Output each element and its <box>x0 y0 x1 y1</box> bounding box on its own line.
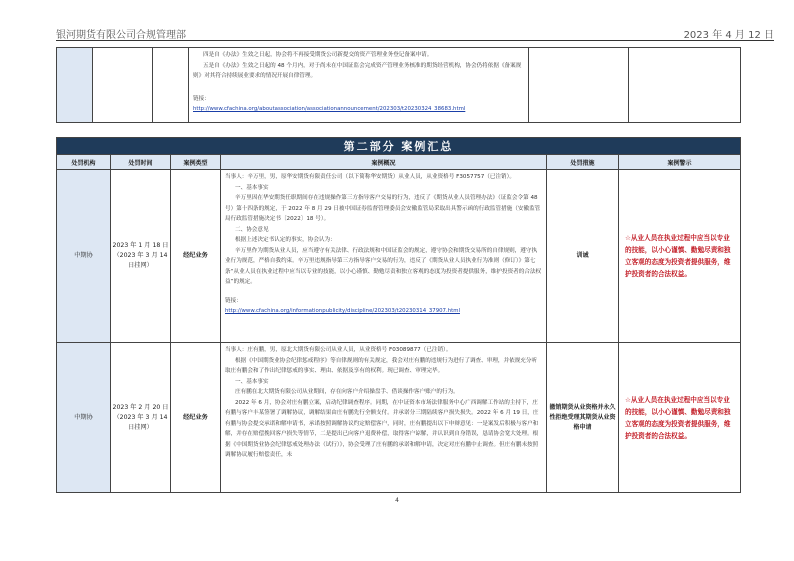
case-table <box>56 137 741 493</box>
star-icon: ☆ <box>625 234 631 242</box>
summary-para: 当事人：庄有鹏，男，原北大期货有限公司从业人员，从业资格号 F03089877（已注销）。 <box>225 347 452 353</box>
col-header-measure: 处罚措施 <box>547 155 619 170</box>
case-time-date: 2023 年 2 月 20 日 <box>112 403 169 411</box>
case-link[interactable]: http://www.cfachina.org/informationpublicity/discipline/202303/t20230314_37907.html <box>225 308 460 314</box>
summary-para: 2022 年 6 月，协会对庄有鹏立案，启动纪律调查程序。同期，在中证资本市场法律服务中心广西调解工作站的主持下，庄有鹏与客户丰某签署了调解协议，调解结果由庄有鹏先行全额支付。并承诺分三期陆续客户损失损失。2022 年 6 月 19 日，庄有鹏与协会提交承诺和解申请书，承诺按照调解协议约定赔偿客户，同时，庄有鹏提出以下申辩意见：一是案发后积极与客户和解，并存在赔偿挽回客户损失等情节，二是提出已向客户退费补偿，取得客户谅解，并认识到自身错误，恳请协会宽大处理。根据《中国期货业协会纪律惩戒处理办法（试行）》，协会受理了庄有鹏的承诺和解申请，决定对庄有鹏中止调查。但庄有鹏未按照调解协议履行赔偿责任，未 <box>225 399 539 458</box>
table-row <box>57 343 741 493</box>
summary-para: 辛万里因在华安期货任职期间存在违规操作第三方指导客户交易的行为，违反了《期货从业人员管理办法》（证监会令第 48 号）第十四条的规定，于 2022 年 8 月 29 日被中国证券监督管理委员会安徽监管局采取出具警示函的行政监管措施（安徽监管局行政监管措施决定书〔2022〕18 号）。 <box>225 195 541 222</box>
case-summary <box>221 343 547 493</box>
cont-cell-warning <box>629 48 741 123</box>
header-date: 2023 年 4 月 12 日 <box>683 30 774 41</box>
cont-cell-type <box>153 48 189 123</box>
col-header-summary: 案例概况 <box>221 155 547 170</box>
case-measure: 训诫 <box>547 170 619 343</box>
page-number: 4 <box>395 497 399 504</box>
table-row <box>57 170 741 343</box>
case-org: 中期协 <box>57 343 111 493</box>
cont-line-2: 五是自《办法》生效之日起的 48 个月内，对于尚未在中国证监会完成资产管理业务核准的期货经营机构，协会仍将依据《备案规则》对其符合持续展业要求的情况开展自律管理。 <box>193 62 522 79</box>
summary-para: 当事人：辛万里，男，原华安期货有限责任公司（以下简称华安期货）从业人员，从业资格号 F3057757（已注销）。 <box>225 174 516 180</box>
cont-cell-time <box>93 48 153 123</box>
star-icon: ☆ <box>625 395 631 404</box>
page-header <box>56 26 774 40</box>
case-time-date: 2023 年 1 月 18 日 <box>112 242 169 249</box>
case-measure: 撤销期货从业资格并永久性拒绝受理其期货从业资格申请 <box>547 343 619 493</box>
cont-link[interactable]: http://www.cfachina.org/aboutassociation/associationannouncement/202303/t20230324_38683.html <box>193 106 466 112</box>
col-header-warning: 案例警示 <box>619 155 741 170</box>
cont-cell-measure <box>529 48 629 123</box>
cont-line-1: 四是自《办法》生效之日起，协会将不再接受期货公司新提交的资产管理业务登记备案申请。 <box>203 52 433 58</box>
case-type: 经纪业务 <box>171 170 221 343</box>
col-header-org: 处罚机构 <box>57 155 111 170</box>
summary-para: 根据《中国期货业协会纪律惩戒程序》等自律规则的有关规定，我会对庄有鹏的违规行为进行了调查、审理，并依规充分听取庄有鹏会和了作出纪律惩戒的事实、理由、依据及享有的权利。现已调查、审理完毕。 <box>225 357 538 374</box>
case-time <box>111 343 171 493</box>
summary-para: 辛万里作为期货从业人员，应当遵守有关法律、行政法规和中国证监会的规定，遵守协会和期货交易所的自律规则，遵守执业行为规范，严格自我约束。辛万里违规指导第三方指导客户交易的行为，违反了《期货从业人员执业行为准则（修订）》第七条“从业人员在执业过程中应当以专业的技能，以小心谨慎、勤勉尽责和独立客观的态度为投资者提供服务，维护投资者的合法权益”的规定。 <box>225 247 542 285</box>
col-header-type: 案例类型 <box>171 155 221 170</box>
cont-cell-org <box>57 48 93 123</box>
case-time <box>111 170 171 343</box>
col-header-time: 处罚时间 <box>111 155 171 170</box>
summary-para: 一、基本事实 <box>235 378 269 385</box>
case-time-note: （2023 年 3 月 14 日挂网） <box>113 413 168 431</box>
case-warning-text: 从业人员在执业过程中应当以专业的技能，以小心谨慎、勤勉尽责和独立客观的态度为投资者提供服务，维护投资者的合法权益。 <box>625 395 731 440</box>
header-divider <box>56 40 774 41</box>
summary-para: 庄有鹏在北大期货有限公司从业期间，存在向客户介绍操盘手、借谈操作客户账户的行为。 <box>235 389 459 395</box>
case-type: 经纪业务 <box>171 343 221 493</box>
case-warning-text: 从业人员在执业过程中应当以专业的技能，以小心谨慎、勤勉尽责和独立客观的态度为投资者提供服务，维护投资者的合法权益。 <box>625 234 731 278</box>
continuation-table <box>56 47 741 123</box>
case-warning <box>619 343 741 493</box>
summary-para: 根据上述决定书认定的事实，协会认为： <box>235 237 336 243</box>
case-time-note: （2023 年 3 月 14 日挂网） <box>113 252 168 269</box>
case-org: 中期协 <box>57 170 111 343</box>
case-summary <box>221 170 547 343</box>
cont-link-label: 链接： <box>193 95 210 102</box>
summary-para: 二、协会意见 <box>235 226 269 233</box>
case-warning <box>619 170 741 343</box>
summary-link-label: 链接： <box>225 297 242 304</box>
cont-cell-summary <box>189 48 529 123</box>
header-org: 银河期货有限公司合规管理部 <box>56 30 186 41</box>
section-title: 第二部分 案例汇总 <box>57 138 741 155</box>
summary-para: 一、基本事实 <box>235 184 269 191</box>
